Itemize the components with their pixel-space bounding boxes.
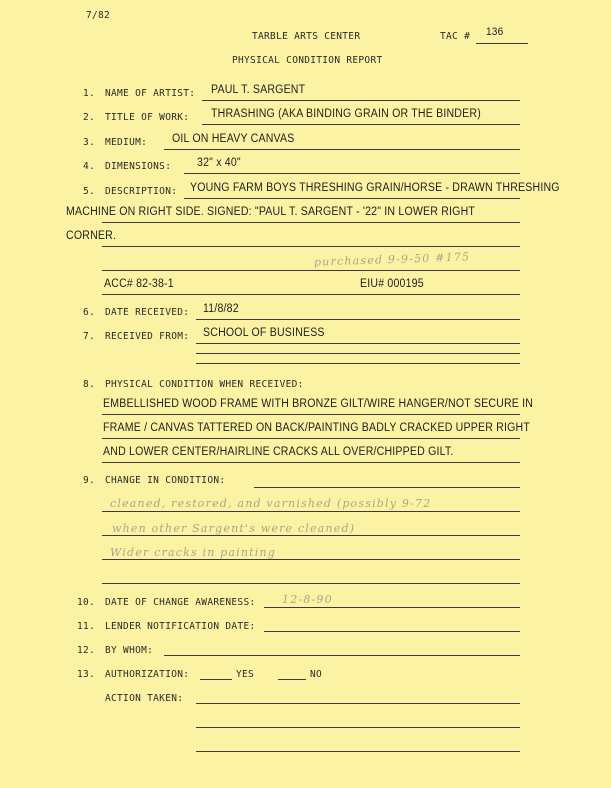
change-date-line: [264, 607, 520, 608]
field-num: 7.: [83, 331, 96, 342]
description-underline-5: [102, 294, 520, 295]
condition-label: PHYSICAL CONDITION WHEN RECEIVED:: [105, 379, 304, 390]
medium-value: OIL ON HEAVY CANVAS: [172, 133, 295, 145]
field-num: 4.: [83, 161, 96, 172]
change-underline-1: [102, 511, 520, 512]
lender-date-line: [264, 631, 520, 632]
description-underline-4: [102, 270, 520, 271]
action-line-3: [196, 751, 520, 752]
field-num: 12.: [77, 645, 96, 656]
title-value: THRASHING (AKA BINDING GRAIN OR THE BINDER): [211, 108, 481, 120]
field-num: 5.: [83, 186, 96, 197]
change-date-label: DATE OF CHANGE AWARENESS:: [105, 597, 256, 608]
date-received-label: DATE RECEIVED:: [105, 307, 190, 318]
field-num: 6.: [83, 307, 96, 318]
field-num: 1.: [83, 88, 96, 99]
action-taken-label: ACTION TAKEN:: [105, 693, 184, 704]
acc-number: ACC# 82-38-1: [104, 278, 174, 290]
artist-line: [202, 100, 520, 101]
change-line-3: Wider cracks in painting: [110, 546, 277, 559]
title-label: TITLE OF WORK:: [105, 112, 190, 123]
authorization-no: NO: [310, 669, 323, 680]
description-underline-3: [102, 246, 520, 247]
purchase-note: purchased 9-9-50 #175: [313, 250, 471, 269]
medium-label: MEDIUM:: [105, 137, 148, 148]
change-label: CHANGE IN CONDITION:: [105, 475, 226, 486]
lender-date-label: LENDER NOTIFICATION DATE:: [105, 621, 256, 632]
org-name: TARBLE ARTS CENTER: [252, 31, 361, 42]
dimensions-label: DIMENSIONS:: [105, 161, 172, 172]
tac-number: 136: [486, 26, 504, 38]
artist-value: PAUL T. SARGENT: [211, 84, 306, 96]
description-line-1: YOUNG FARM BOYS THRESHING GRAIN/HORSE - DRAWN THRESHING: [190, 182, 560, 194]
description-line-3: CORNER.: [66, 230, 117, 242]
date-received-line: [196, 319, 520, 320]
received-from-label: RECEIVED FROM:: [105, 331, 190, 342]
condition-underline-1: [102, 414, 520, 415]
dimensions-line: [184, 173, 520, 174]
form-date-code: 7/82: [86, 10, 111, 21]
description-underline-2: [102, 222, 520, 223]
received-from-line-3: [196, 363, 520, 364]
description-underline-1: [184, 198, 520, 199]
change-date-value: 12-8-90: [282, 593, 333, 606]
condition-line-2: FRAME / CANVAS TATTERED ON BACK/PAINTING BADLY CRACKED UPPER RIGHT: [103, 422, 530, 434]
condition-line-1: EMBELLISHED WOOD FRAME WITH BRONZE GILT/WIRE HANGER/NOT SECURE IN: [103, 398, 534, 410]
artist-label: NAME OF ARTIST:: [105, 88, 196, 99]
description-label: DESCRIPTION:: [105, 186, 178, 197]
field-num: 3.: [83, 137, 96, 148]
change-underline-2: [102, 535, 520, 536]
change-underline-3: [102, 559, 520, 560]
change-underline-0: [254, 487, 520, 488]
condition-underline-3: [102, 462, 520, 463]
change-line-2: when other Sargent's were cleaned): [112, 522, 356, 535]
eiu-number: EIU# 000195: [360, 278, 424, 290]
action-line-1: [196, 703, 520, 704]
authorization-no-line: [278, 679, 306, 680]
field-num: 10.: [77, 597, 96, 608]
condition-line-3: AND LOWER CENTER/HAIRLINE CRACKS ALL OVER/CHIPPED GILT.: [103, 446, 454, 458]
field-num: 9.: [83, 475, 96, 486]
change-line-1: cleaned, restored, and varnished (possibly 9-72: [110, 497, 432, 510]
tac-number-line: [476, 43, 528, 44]
field-num: 8.: [83, 379, 96, 390]
authorization-yes-line: [200, 679, 232, 680]
authorization-yes: YES: [236, 669, 255, 680]
dimensions-value: 32" x 40": [197, 157, 241, 169]
field-num: 13.: [77, 669, 96, 680]
by-whom-label: BY WHOM:: [105, 645, 154, 656]
description-line-2: MACHINE ON RIGHT SIDE. SIGNED: "PAUL T. SARGENT - '22" IN LOWER RIGHT: [66, 206, 476, 218]
report-title: PHYSICAL CONDITION REPORT: [232, 55, 383, 66]
field-num: 2.: [83, 112, 96, 123]
condition-underline-2: [102, 438, 520, 439]
received-from-line-1: [196, 343, 520, 344]
tac-label: TAC #: [440, 31, 471, 42]
authorization-label: AUTHORIZATION:: [105, 669, 190, 680]
by-whom-line: [164, 655, 520, 656]
change-underline-4: [102, 583, 520, 584]
action-line-2: [196, 727, 520, 728]
title-line: [202, 124, 520, 125]
received-from-line-2: [196, 353, 520, 354]
field-num: 11.: [77, 621, 96, 632]
date-received-value: 11/8/82: [203, 303, 239, 315]
received-from-value: SCHOOL OF BUSINESS: [203, 327, 325, 339]
medium-line: [164, 149, 520, 150]
